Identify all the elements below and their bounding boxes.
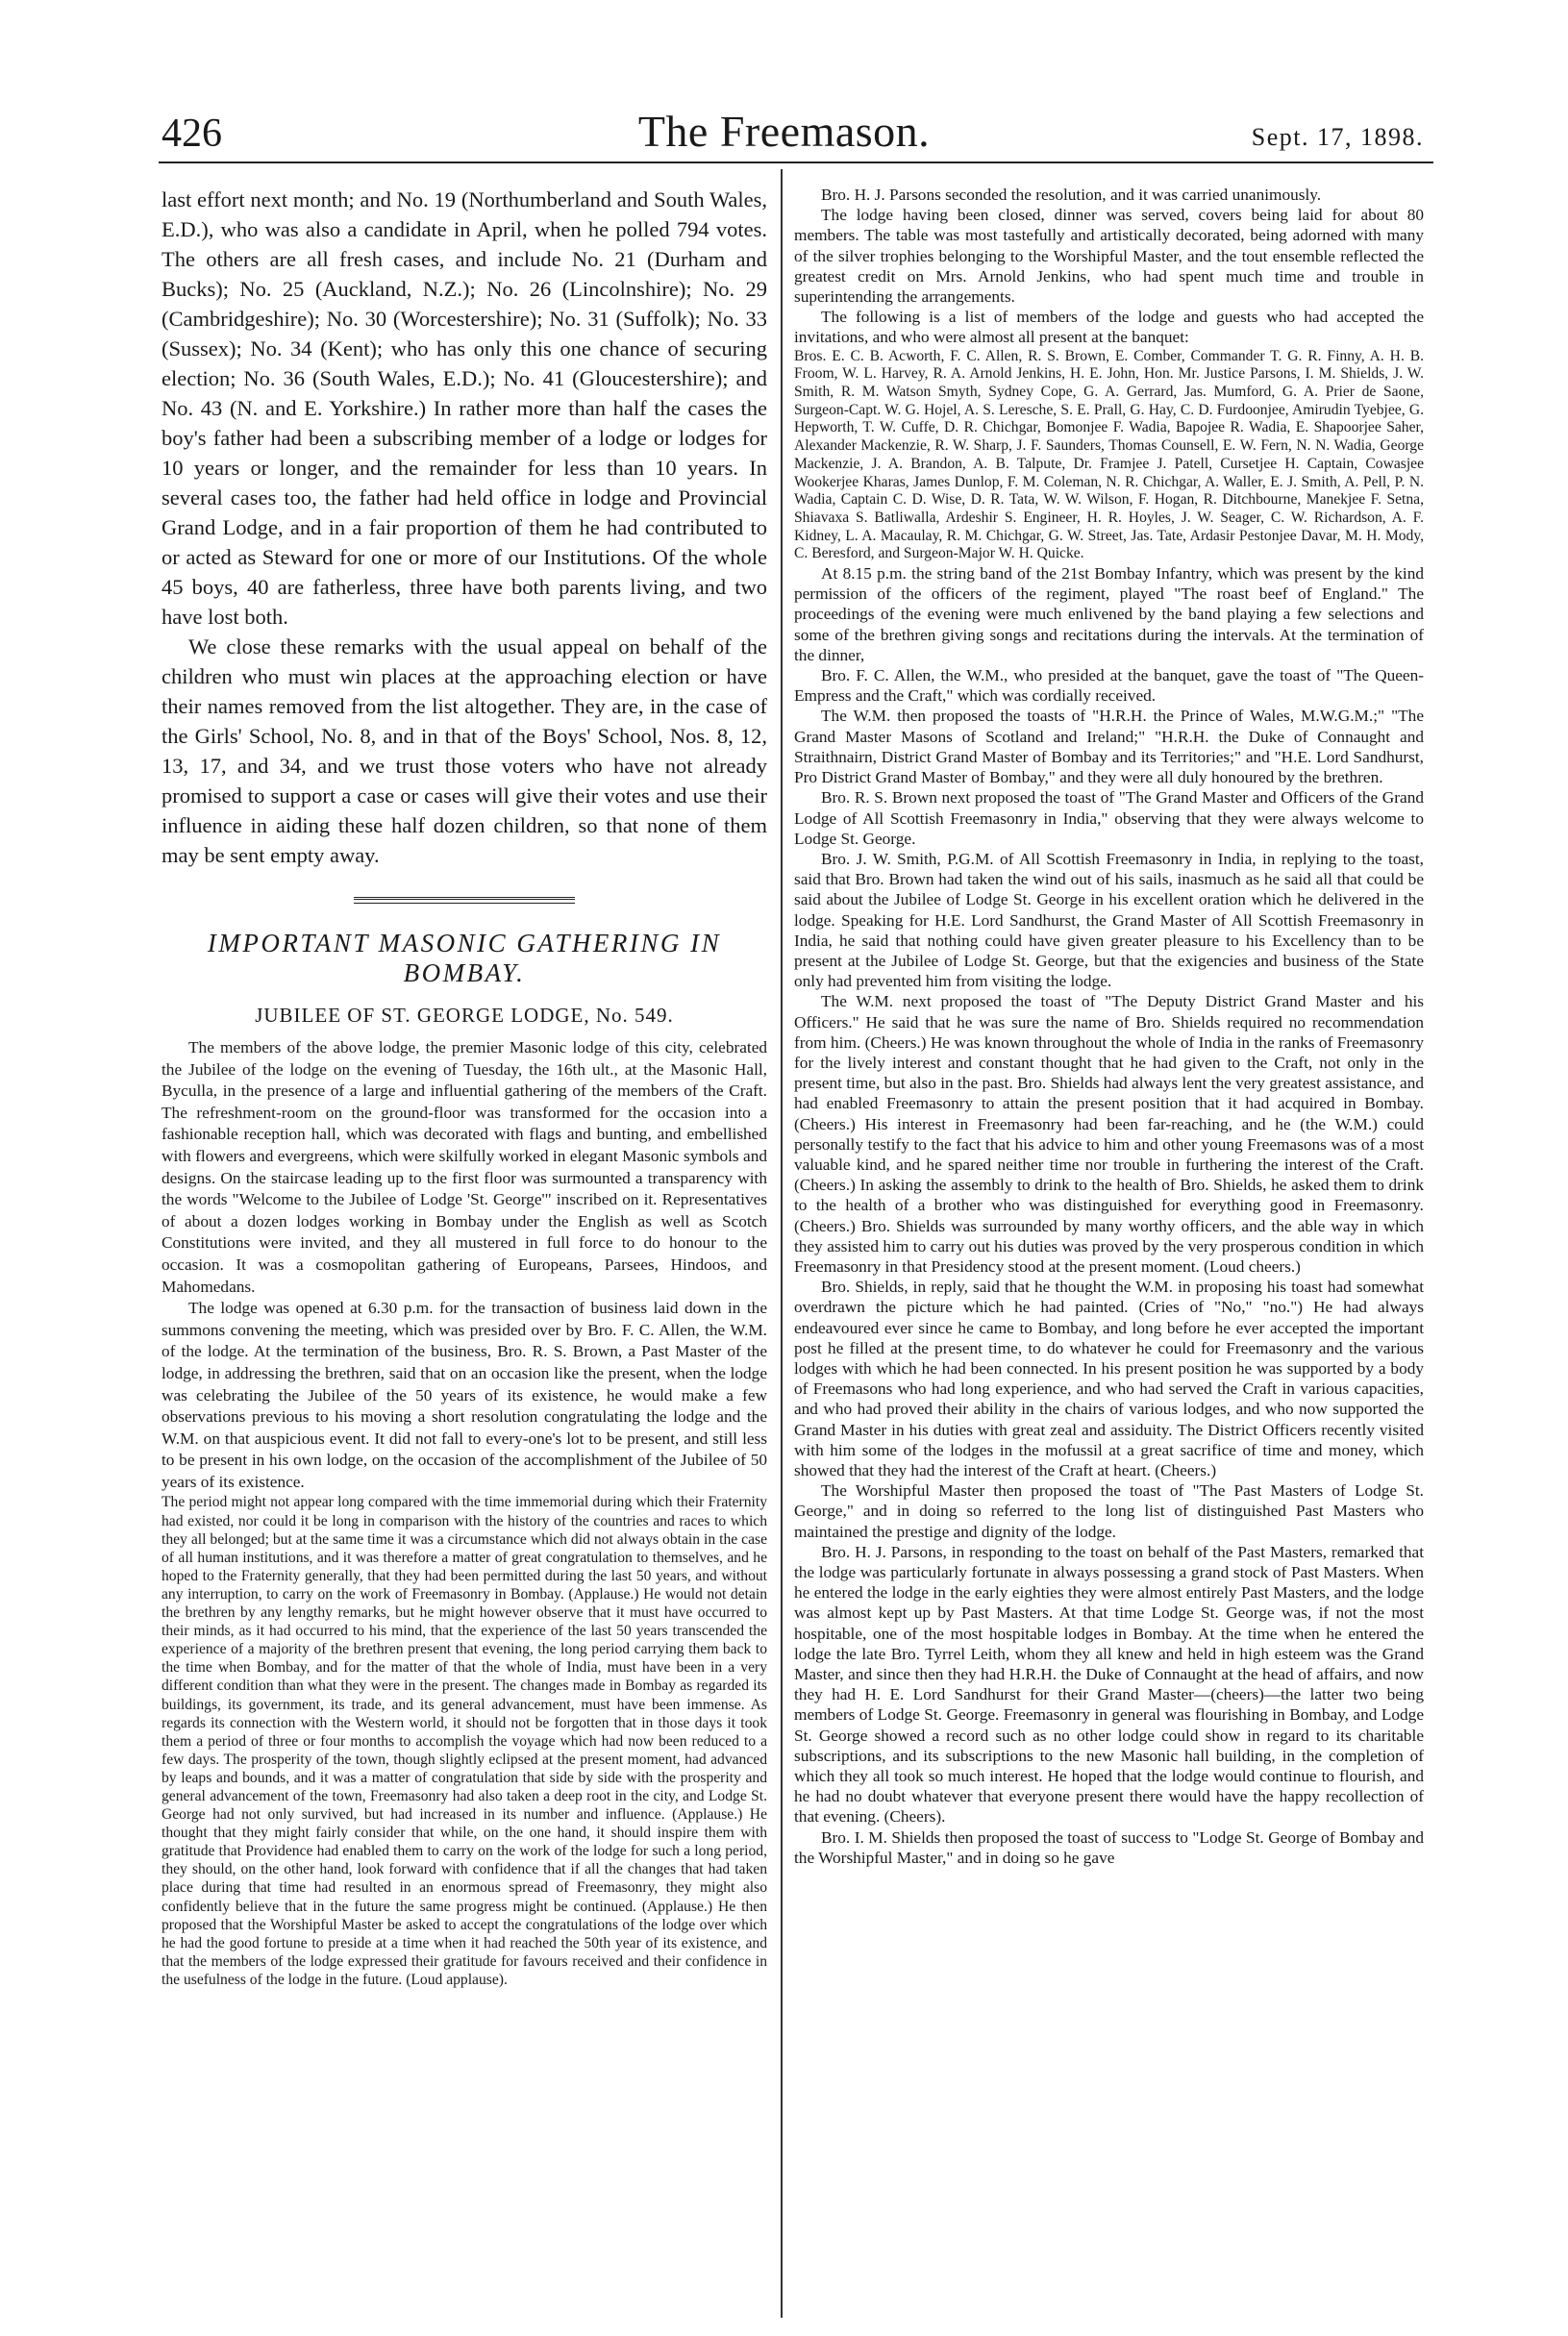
right-column (794, 185, 1424, 2319)
left-column (162, 185, 767, 2280)
article-paragraph: The following is a list of members of the lodge and guests who had accepted the invitations, and who were almost all present at the banquet: (794, 308, 1424, 347)
article-paragraph: Bro. R. S. Brown next proposed the toast of "The Grand Master and Officers of the Grand Lodge of All Scottish Freemasonry in India," observing that they were always welcome to Lodge St. George. (794, 788, 1424, 848)
article-paragraph: The lodge having been closed, dinner was served, covers being laid for about 80 members. The table was most tastefully and artistically decorated, being adorned with many of the silver trophies belonging to the Worshipful Master, and the tout ensemble reflected the greatest credit on Mrs. Arnold Jenkins, who had spent much time and trouble in superintending the arrangements. (794, 206, 1424, 307)
article-paragraph: The Worshipful Master then proposed the toast of "The Past Masters of Lodge St. George," and in doing so referred to the long list of distinguished Past Masters who maintained the prestige and dignity of the lodge. (794, 1481, 1424, 1541)
article-subheading: JUBILEE OF ST. GEORGE LODGE, No. 549. (255, 1004, 674, 1027)
column-divider (781, 169, 783, 2318)
attendee-list: Bros. E. C. B. Acworth, F. C. Allen, R. S. Brown, E. Comber, Commander T. G. R. Finny, A. H. B. Froom, W. L. Harvey, R. A. Arnold Jenkins, H. E. John, Hon. Mr. Justice Parsons, I. M. Shields, J. W. Smith, R. M. Watson Smyth, Sydney Cope, G. A. Gerrard, Jas. Mumford, G. A. Prier de Saone, Surgeon-Capt. W. G. Hojel, A. S. Leresche, S. E. Prall, G. Hay, C. D. Furdoonjee, Amirudin Tyebjee, G. Hepworth, T. W. Cuffe, D. R. Chichgar, Bomonjee F. Wadia, Bapojee R. Wadia, E. Shapoorjee Saher, Alexander Mackenzie, R. W. Sharp, J. F. Saunders, Thomas Counsell, E. W. Fern, N. N. Wadia, George Mackenzie, J. A. Brandon, A. B. Talpute, Dr. Framjee J. Patell, Cursetjee H. Captain, Cowasjee Wookerjee Kharas, James Dunlop, F. M. Coleman, N. R. Chichgar, A. Waller, E. J. Smith, A. Pell, P. N. Wadia, Captain C. D. Wise, D. R. Tata, W. W. Wilson, F. Hogan, R. Ditchbourne, Manekjee F. Setna, Shiavaxa S. Batliwalla, Ardeshir S. Engineer, H. R. Hoyles, J. W. Seager, C. W. Richardson, A. F. Kidney, L. A. Macaulay, R. M. Chichgar, G. W. Street, Jas. Tate, Ardasir Pestonjee Davar, M. H. Mody, C. Beresford, and Surgeon-Major W. H. Quicke. (794, 347, 1424, 562)
masthead (0, 0, 1568, 163)
article-paragraph: The lodge was opened at 6.30 p.m. for the transaction of business laid down in the summons convening the meeting, which was presided over by Bro. F. C. Allen, the W.M. of the lodge. At the termination of the business, Bro. R. S. Brown, a Past Master of the lodge, in addressing the brethren, said that on an occasion like the present, when the lodge was celebrating the Jubilee of the 50 years of its existence, he would make a few observations previous to his moving a short resolution congratulating the lodge and the W.M. on that auspicious event. It did not fall to every-one's lot to be present, and still less to be present in his own lodge, on the occasion of the accomplishment of the Jubilee of 50 years of its existence. (162, 1299, 767, 1491)
article-paragraph: Bro. J. W. Smith, P.G.M. of All Scottish Freemasonry in India, in replying to the toast, said that Bro. Brown had taken the wind out of his sails, inasmuch as he said all that could be said about the Jubilee of Lodge St. George in his excellent oration which he delivered in the lodge. Speaking for H.E. Lord Sandhurst, the Grand Master of All Scottish Freemasonry in India, he said that nothing could have given greater pleasure to his Excellency than to be present at the Jubilee of Lodge St. George, but that the exigencies and business of the State only had prevented him from visiting the lodge. (794, 849, 1424, 991)
article-paragraph: Bro. I. M. Shields then proposed the toast of success to "Lodge St. George of Bombay and the Worshipful Master," and in doing so he gave (794, 1827, 1424, 1867)
article-paragraph-long: The period might not appear long compared with the time immemorial during which their Fraternity had existed, nor could it be long in comparison with the history of the countries and races to which they all belonged; but at the same time it was a circumstance which did not always obtain in the case of all human institutions, and it was therefore a matter of great congratulation to themselves, and he hoped to the Fraternity generally, that they had been permitted during the last 50 years, and without any interruption, to carry on the work of Freemasonry in Bombay. (Applause.) He would not detain the brethren by any lengthy remarks, but he might however observe that it must have occurred to their minds, as it had occurred to his mind, that the experience of the last 50 years transcended the experience of a majority of the brethren present that evening, the long period carrying them back to the time when Bombay, and for the matter of that the whole of India, must have been in a very different condition than what they were in the present. The changes made in Bombay as regarded its buildings, its government, its trade, and its general advancement, must have been immense. As regards its connection with the Western world, it should not be forgotten that in those days it took them a period of three or four months to accomplish the voyage which had now been reduced to a few days. The prosperity of the town, though slightly eclipsed at the present moment, had advanced by leaps and bounds, and it was a matter of congratulation that side by side with the prosperity and general advancement of the town, Freemasonry had also taken a deep root in the city, and Lodge St. George had not only survived, but had increased in its number and influence. (Applause.) He thought that they might fairly consider that while, on the one hand, it should inspire them with gratitude that Providence had enabled them to carry on the work of the lodge for such a long period, they should, on the other hand, look forward with confidence that if all the changes that had taken place during that time had resulted in an enormous spread of Freemasonry, they might also confidently believe that in the future the same progress might be continued. (Applause.) He then proposed that the Worshipful Master be asked to accept the congratulations of the lodge over which he had the good fortune to preside at a time when it had reached the 50th year of its existence, and that the members of the lodge expressed their gratitude for favours received and their confidence in the usefulness of the lodge in the future. (Loud applause). (162, 1494, 767, 1988)
intro-paragraph: We close these remarks with the usual appeal on behalf of the children who must win places at the approaching election or have their names removed from the list altogether. They are, in the case of the Girls' School, No. 8, and in that of the Boys' School, Nos. 8, 12, 13, 17, and 34, and we trust those voters who have not already promised to support a case or cases will give their votes and use their influence in aiding these half dozen children, so that none of them may be sent empty away. (162, 634, 767, 867)
article-paragraph: The W.M. then proposed the toasts of "H.R.H. the Prince of Wales, M.W.G.M.;" "The Grand Master Masons of Scotland and Ireland;" "H.R.H. the Duke of Connaught and Straithnairn, District Grand Master of Bombay and its Territories;" and "H.E. Lord Sandhurst, Pro District Grand Master of Bombay," and they were all duly honoured by the brethren. (794, 707, 1424, 787)
page-number: 426 (162, 112, 222, 156)
issue-date: Sept. 17, 1898. (1251, 123, 1424, 151)
publication-title: The Freemason. (637, 107, 931, 156)
article-paragraph: At 8.15 p.m. the string band of the 21st Bombay Infantry, which was present by the kind permission of the officers of the regiment, played "The roast beef of England." The proceedings of the evening were much enlivened by the band playing a few selections and some of the brethren giving songs and recitations during the intervals. At the termination of the dinner, (794, 564, 1424, 664)
article-paragraph: The members of the above lodge, the premier Masonic lodge of this city, celebrated the Jubilee of the lodge on the evening of Tuesday, the 16th ult., at the Masonic Hall, Byculla, in the presence of a large and influential gathering of the members of the Craft. The refreshment-room on the ground-floor was transformed for the occasion into a fashionable reception hall, which was decorated with flags and bunting, and embellished with flowers and evergreens, which were skilfully worked in elegant Masonic symbols and designs. On the staircase leading up to the first floor was surmounted a transparency with the words "Welcome to the Jubilee of Lodge 'St. George'" inscribed on it. Representatives of about a dozen lodges working in Bombay under the English as well as Scotch Constitutions were invited, and they all mustered in full force to do honour to the occasion. It was a cosmopolitan gathering of Europeans, Parsees, Hindoos, and Mahomedans. (162, 1038, 767, 1296)
article-paragraph: The W.M. next proposed the toast of "The Deputy District Grand Master and his Officers." He said that he was sure the name of Bro. Shields required no recommendation from him. (Cheers.) He was known throughout the whole of India in the ranks of Freemasonry for the lively interest and constant thought that he had given to the Craft, not only in the present time, but also in the past. Bro. Shields had always lent the very greatest assistance, and had enabled Freemasonry to attain the present position that it had acquired in Bombay. (Cheers.) His interest in Freemasonry had been far-reaching, and he (the W.M.) could personally testify to the fact that his advice to him and other young Freemasons was of a most valuable kind, and he spared neither time nor trouble in furthering the interest of the Craft. (Cheers.) In asking the assembly to drink to the health of Bro. Shields, he asked them to drink to the health of a brother who was distinguished for everything good in Freemasonry. (Cheers.) Bro. Shields was surrounded by many worthy officers, and the able way in which they assisted him to carry out his duties was proved by the very prosperous condition in which Freemasonry in that Presidency stood at the present moment. (Loud cheers.) (794, 992, 1424, 1276)
header-rule (159, 162, 1433, 163)
article-paragraph: Bro. H. J. Parsons, in responding to the toast on behalf of the Past Masters, remarked that the lodge was particularly fortunate in always possessing a grand stock of Past Masters. When he entered the lodge in the early eighties they were almost entirely Past Masters, and the lodge was almost kept up by Past Masters. At that time Lodge St. George was, if not the most hospitable, one of the most hospitable lodges in Bombay. At the time when he entered the lodge the late Bro. Tyrrel Leith, whom they all knew and held in high esteem was the Grand Master, and since then they had H.R.H. the Duke of Connaught at the head of affairs, and now they had H. E. Lord Sandhurst for their Grand Master—(cheers)—the latter two being members of Lodge St. George. Freemasonry in general was flourishing in Bombay, and Lodge St. George showed a record such as no other lodge could show in regard to its charitable subscriptions, and its subscriptions to the new Masonic hall building, in the completion of which they all took so much interest. He hoped that the lodge would continue to flourish, and he had no doubt whatever that everyone present there would have the happy recollection of that evening. (Cheers). (794, 1542, 1424, 1827)
intro-paragraph: last effort next month; and No. 19 (Northumberland and South Wales, E.D.), who was also a candidate in April, when he polled 794 votes. The others are all fresh cases, and include No. 21 (Durham and Bucks); No. 25 (Auckland, N.Z.); No. 26 (Lincolnshire); No. 29 (Cambridgeshire); No. 30 (Worcestershire); No. 31 (Suffolk); No. 33 (Sussex); No. 34 (Kent); who has only this one chance of securing election; No. 36 (South Wales, E.D.); No. 41 (Gloucestershire); and No. 43 (N. and E. Yorkshire.) In rather more than half the cases the boy's father had been a subscribing member of a lodge or lodges for 10 years or longer, and the remainder for less than 10 years. In several cases too, the father had held office in lodge and Provincial Grand Lodge, and in a fair proportion of them he had contributed to or acted as Steward for one or more of our Institutions. Of the whole 45 boys, 40 are fatherless, three have both parents living, and two have lost both. (162, 187, 767, 629)
article-paragraph: Bro. F. C. Allen, the W.M., who presided at the banquet, gave the toast of "The Queen-Empress and the Craft," which was cordially received. (794, 666, 1424, 706)
article-paragraph: Bro. Shields, in reply, said that he thought the W.M. in proposing his toast had somewhat overdrawn the picture which he had painted. (Cries of "No," "no.") He had always endeavoured ever since he came to Bombay, and long before he ever accepted the important post he filled at the present time, to do whatever he could for Freemasonry and the various lodges with which he had been connected. In his present position he was supported by a body of Freemasons who had long experience, and who had served the Craft in various capacities, and who had proved their ability in the chairs of various lodges, and who now supported the Grand Master in his duties with great zeal and assiduity. The District Officers recently visited with him some of the lodges in the mofussil at a great sacrifice of time and money, which showed that they had the interest of the Craft at heart. (Cheers.) (794, 1278, 1424, 1479)
article-heading: IMPORTANT MASONIC GATHERING IN BOMBAY. (207, 929, 722, 987)
article-paragraph: Bro. H. J. Parsons seconded the resolution, and it was carried unanimously. (821, 186, 1322, 204)
section-divider (354, 897, 575, 904)
